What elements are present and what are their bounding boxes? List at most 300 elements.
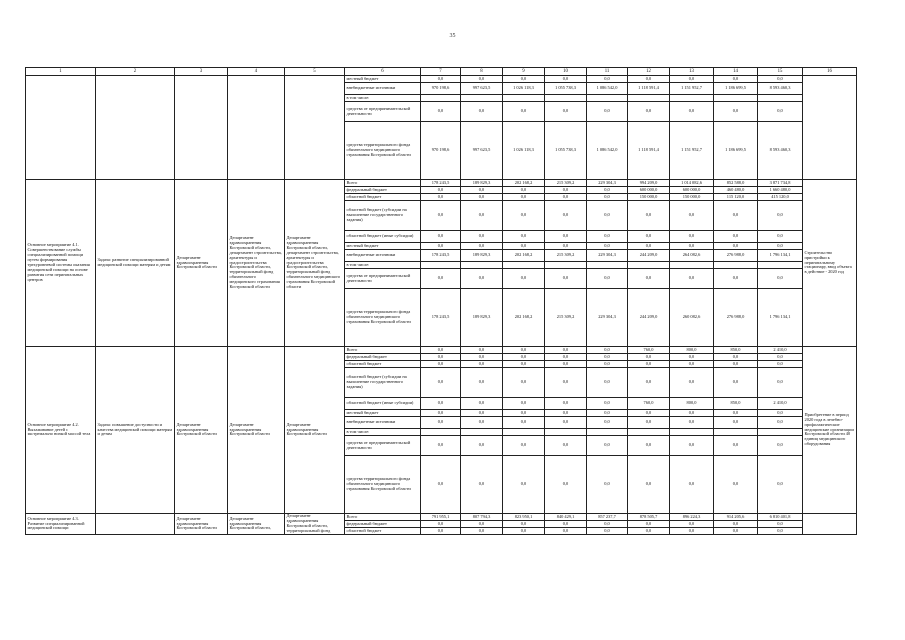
funding-source: средства территориального фонда обязательного медицинского страхования Костромской области (345, 456, 421, 514)
funding-value (714, 429, 758, 436)
funding-value: 178 243,5 (421, 180, 461, 187)
funding-value: 0,0 (421, 354, 461, 361)
funding-source: внебюджетные источники (345, 250, 421, 262)
funding-value: 0,0 (628, 368, 670, 398)
measure-4-2-col-1: Основное мероприятие 4.2. Выхаживание детей с экстремально низкой массой тела (26, 347, 96, 514)
funding-value: 0,0 (670, 354, 714, 361)
funding-value: 0,0 (503, 361, 545, 368)
funding-source: Всего (345, 180, 421, 187)
page-number: 35 (449, 33, 456, 39)
funding-value: 0,0 (545, 243, 587, 250)
funding-value: 760,0 (628, 398, 670, 410)
funding-value: 0,0 (758, 231, 803, 243)
funding-value (461, 262, 503, 269)
funding-value: 0,0 (670, 201, 714, 231)
funding-value (503, 429, 545, 436)
funding-value: 0,0 (758, 201, 803, 231)
funding-source: в том числе: (345, 95, 421, 102)
funding-value: 0,0 (628, 521, 670, 528)
funding-value: 0,0 (503, 436, 545, 456)
funding-value (628, 95, 670, 102)
funding-value: 0,0 (503, 102, 545, 122)
measure-4-1-col-3: Департамент здравоохранения Костромской области (175, 180, 228, 347)
column-number: 8 (461, 68, 503, 76)
funding-value: 0,0 (503, 417, 545, 429)
funding-value: 0,0 (503, 521, 545, 528)
measure-4-3-col-1: Основное мероприятие 4.3. Развитие специализированной медицинской помощи (26, 514, 96, 535)
funding-value: 0,0 (545, 194, 587, 201)
funding-value: 0,0 (421, 521, 461, 528)
column-number: 12 (628, 68, 670, 76)
funding-value: 0,0 (461, 187, 503, 194)
column-number: 6 (345, 68, 421, 76)
funding-value: 3 871 734,8 (758, 180, 803, 187)
funding-value: 0,0 (461, 269, 503, 289)
funding-source: внебюджетные источники (345, 83, 421, 95)
funding-value: 970 198,6 (421, 83, 461, 95)
funding-value (670, 262, 714, 269)
measure-4-3-col-2 (96, 514, 175, 535)
funding-value: 0,0 (587, 231, 628, 243)
continued-block-col-3 (175, 76, 228, 180)
funding-value: 0,0 (758, 269, 803, 289)
funding-value (670, 95, 714, 102)
funding-value: 0,0 (758, 436, 803, 456)
funding-value: 997 623,5 (461, 122, 503, 180)
funding-value: 0,0 (421, 361, 461, 368)
funding-value: 0,0 (545, 368, 587, 398)
funding-value: 0,0 (503, 368, 545, 398)
funding-value: 0,0 (461, 456, 503, 514)
funding-value: 1 086 542,0 (587, 122, 628, 180)
funding-source: федеральный бюджет (345, 521, 421, 528)
funding-value: 840 429,1 (545, 514, 587, 521)
funding-value: 229 304,3 (587, 180, 628, 187)
funding-source: в том числе: (345, 262, 421, 269)
funding-value: 1 026 118,3 (503, 122, 545, 180)
funding-value (421, 429, 461, 436)
funding-value: 1 186 699,5 (714, 122, 758, 180)
funding-value: 0,0 (461, 201, 503, 231)
funding-value: 0,0 (758, 361, 803, 368)
funding-value: 276 988,0 (714, 289, 758, 347)
funding-value: 0,0 (545, 417, 587, 429)
funding-value: 0,0 (714, 354, 758, 361)
funding-value: 0,0 (587, 194, 628, 201)
funding-value: 0,0 (628, 243, 670, 250)
funding-value: 0,0 (461, 361, 503, 368)
funding-value: 0,0 (421, 76, 461, 83)
measure-4-1-col-1: Основное мероприятие 4.1. Совершенствование службы специализированной помощи путем формирования трехуровневой системы оказания медицинской помощи на основе развития сети перинатальных центров (26, 180, 96, 347)
funding-value: 0,0 (421, 102, 461, 122)
funding-value: 807 794,3 (461, 514, 503, 521)
funding-value: 760,0 (628, 347, 670, 354)
funding-value (714, 262, 758, 269)
funding-source: федеральный бюджет (345, 187, 421, 194)
measure-4-1-col-5: Департамент здравоохранения Костромской области, департамент строительства, архитектуры и градостроительства Костромской области, территориальный фонд обязательного медицинского страхования Костромской области (285, 180, 345, 347)
column-number: 7 (421, 68, 461, 76)
funding-value: 0,0 (628, 201, 670, 231)
funding-value: 0,0 (545, 361, 587, 368)
column-number: 13 (670, 68, 714, 76)
funding-value: 0,0 (461, 102, 503, 122)
funding-value: 0,0 (587, 456, 628, 514)
funding-value: 1 796 134,1 (758, 289, 803, 347)
funding-value: 0,0 (714, 456, 758, 514)
funding-value: 0,0 (503, 398, 545, 410)
funding-value: 215 309,2 (545, 180, 587, 187)
funding-value (545, 95, 587, 102)
funding-value: 0,0 (714, 231, 758, 243)
funding-value: 0,0 (461, 231, 503, 243)
funding-value: 115 120,0 (714, 194, 758, 201)
funding-value: 800,0 (670, 347, 714, 354)
funding-value: 0,0 (545, 76, 587, 83)
funding-value: 0,0 (503, 243, 545, 250)
funding-value: 0,0 (714, 243, 758, 250)
funding-source: Всего (345, 514, 421, 521)
funding-value: 0,0 (461, 521, 503, 528)
funding-value: 857 237,7 (587, 514, 628, 521)
funding-value: 0,0 (545, 187, 587, 194)
funding-value: 896 224,3 (670, 514, 714, 521)
funding-value: 0,0 (461, 436, 503, 456)
funding-value: 0,0 (758, 456, 803, 514)
funding-value: 997 623,5 (461, 83, 503, 95)
funding-value: 0,0 (714, 436, 758, 456)
funding-value: 0,0 (503, 76, 545, 83)
funding-value: 189 829,3 (461, 180, 503, 187)
column-number: 5 (285, 68, 345, 76)
funding-value: 264 082,6 (670, 250, 714, 262)
funding-value: 0,0 (628, 456, 670, 514)
funding-value: 0,0 (670, 521, 714, 528)
funding-value (461, 429, 503, 436)
funding-value (545, 429, 587, 436)
column-number: 11 (587, 68, 628, 76)
funding-value: 0,0 (628, 102, 670, 122)
funding-source: областной бюджет (субсидии на выполнение государственного задания) (345, 368, 421, 398)
funding-value: 0,0 (628, 410, 670, 417)
funding-value (628, 429, 670, 436)
measure-4-3-result (803, 514, 857, 535)
funding-value: 994 209,0 (628, 180, 670, 187)
funding-value: 0,0 (545, 521, 587, 528)
funding-value: 1 014 082,6 (670, 180, 714, 187)
funding-value: 0,0 (628, 231, 670, 243)
funding-value (758, 95, 803, 102)
funding-value: 0,0 (714, 410, 758, 417)
measure-4-2-col-4: Департамент здравоохранения Костромской области (228, 347, 285, 514)
funding-source: в том числе: (345, 429, 421, 436)
funding-value: 276 988,0 (714, 250, 758, 262)
funding-value: 0,0 (758, 417, 803, 429)
funding-value: 0,0 (628, 528, 670, 535)
funding-value: 1 086 542,0 (587, 83, 628, 95)
funding-value: 0,0 (421, 436, 461, 456)
funding-value: 0,0 (503, 456, 545, 514)
funding-value: 0,0 (461, 76, 503, 83)
funding-value: 0,0 (587, 436, 628, 456)
funding-value: 0,0 (503, 347, 545, 354)
funding-value: 0,0 (461, 368, 503, 398)
funding-value: 914 205,6 (714, 514, 758, 521)
measure-4-1-col-4: Департамент здравоохранения Костромской области, департамент строительства, архитектуры и градостроительства Костромской области, территориальный фонд обязательного медицинского страхования Костромской области (228, 180, 285, 347)
funding-value: 0,0 (421, 368, 461, 398)
measure-4-3-col-3: Департамент здравоохранения Костромской области (175, 514, 228, 535)
funding-value: 852 588,0 (714, 180, 758, 187)
funding-value: 0,0 (421, 398, 461, 410)
funding-value: 415 120,0 (758, 194, 803, 201)
funding-value: 0,0 (421, 417, 461, 429)
column-number: 3 (175, 68, 228, 76)
funding-value: 0,0 (714, 76, 758, 83)
funding-value: 0,0 (503, 231, 545, 243)
funding-value: 0,0 (545, 354, 587, 361)
continued-block-col-4 (228, 76, 285, 180)
funding-value: 0,0 (587, 417, 628, 429)
measure-4-3-row (26, 514, 857, 521)
measure-4-2-col-5: Департамент здравоохранения Костромской области (285, 347, 345, 514)
funding-value: 0,0 (670, 269, 714, 289)
funding-value: 0,0 (587, 102, 628, 122)
funding-value: 0,0 (461, 528, 503, 535)
funding-value: 791 955,1 (421, 514, 461, 521)
funding-value: 0,0 (628, 76, 670, 83)
funding-value: 202 168,2 (503, 250, 545, 262)
funding-value: 0,0 (714, 368, 758, 398)
funding-value: 0,0 (714, 521, 758, 528)
funding-value: 244 209,0 (628, 250, 670, 262)
funding-value: 0,0 (545, 102, 587, 122)
funding-value: 0,0 (628, 417, 670, 429)
funding-value: 0,0 (670, 231, 714, 243)
funding-value (545, 262, 587, 269)
funding-value: 0,0 (758, 102, 803, 122)
funding-value: 0,0 (670, 417, 714, 429)
funding-value: 0,0 (587, 347, 628, 354)
funding-value: 0,0 (587, 410, 628, 417)
column-number: 2 (96, 68, 175, 76)
measure-4-2-result: Приобретение в период 2020 года в лечебно-профилактические медицинские организации Костромской области 40 единиц медицинского оборудования (803, 347, 857, 514)
funding-value: 0,0 (421, 187, 461, 194)
funding-value: 0,0 (587, 201, 628, 231)
funding-value: 0,0 (758, 354, 803, 361)
funding-value: 0,0 (758, 368, 803, 398)
funding-value: 1 151 952,7 (670, 122, 714, 180)
funding-source: местный бюджет (345, 243, 421, 250)
column-number: 9 (503, 68, 545, 76)
funding-value: 0,0 (758, 76, 803, 83)
funding-value: 0,0 (421, 231, 461, 243)
funding-value: 800,0 (670, 398, 714, 410)
measure-4-2-row (26, 347, 857, 354)
funding-value: 0,0 (545, 456, 587, 514)
funding-value (461, 95, 503, 102)
funding-value: 0,0 (503, 269, 545, 289)
funding-source: областной бюджет (иные субсидии) (345, 231, 421, 243)
funding-value: 0,0 (461, 194, 503, 201)
funding-value: 189 829,3 (461, 250, 503, 262)
funding-value: 0,0 (670, 243, 714, 250)
funding-value: 8 593 460,3 (758, 83, 803, 95)
funding-value (758, 429, 803, 436)
funding-value (587, 429, 628, 436)
funding-value: 0,0 (628, 361, 670, 368)
funding-value: 0,0 (461, 347, 503, 354)
funding-source: областной бюджет (иные субсидии) (345, 398, 421, 410)
funding-value: 0,0 (421, 269, 461, 289)
funding-value (758, 262, 803, 269)
funding-value: 0,0 (503, 354, 545, 361)
continued-block-result (803, 76, 857, 180)
funding-value: 0,0 (587, 528, 628, 535)
column-number: 1 (26, 68, 96, 76)
funding-value: 0,0 (670, 76, 714, 83)
funding-value: 850,0 (714, 398, 758, 410)
funding-value: 0,0 (758, 528, 803, 535)
funding-value: 0,0 (587, 521, 628, 528)
funding-value: 229 304,3 (587, 250, 628, 262)
funding-value: 229 304,3 (587, 289, 628, 347)
funding-source: областной бюджет (345, 361, 421, 368)
funding-source: областной бюджет (345, 528, 421, 535)
funding-value: 2 410,0 (758, 347, 803, 354)
funding-value: 0,0 (670, 368, 714, 398)
funding-value: 0,0 (670, 361, 714, 368)
column-number: 10 (545, 68, 587, 76)
funding-value: 0,0 (545, 347, 587, 354)
funding-value (587, 95, 628, 102)
funding-source: внебюджетные источники (345, 417, 421, 429)
funding-source: областной бюджет (345, 194, 421, 201)
column-number: 16 (803, 68, 857, 76)
funding-value: 0,0 (714, 269, 758, 289)
funding-value: 150 000,0 (670, 194, 714, 201)
funding-value: 0,0 (545, 231, 587, 243)
funding-value: 6 810 401,8 (758, 514, 803, 521)
funding-value: 0,0 (587, 368, 628, 398)
funding-value: 0,0 (421, 194, 461, 201)
funding-value: 0,0 (670, 528, 714, 535)
continued-block-col-1 (26, 76, 96, 180)
funding-value: 1 055 738,3 (545, 83, 587, 95)
funding-value: 0,0 (461, 398, 503, 410)
funding-value: 0,0 (421, 456, 461, 514)
funding-value: 0,0 (587, 269, 628, 289)
funding-value: 0,0 (503, 201, 545, 231)
funding-value: 0,0 (545, 528, 587, 535)
funding-value: 0,0 (503, 194, 545, 201)
funding-value: 0,0 (421, 347, 461, 354)
funding-value: 1 796 134,1 (758, 250, 803, 262)
funding-value: 1 026 118,3 (503, 83, 545, 95)
funding-source: Всего (345, 347, 421, 354)
funding-value: 0,0 (758, 243, 803, 250)
funding-value: 0,0 (421, 243, 461, 250)
funding-source: средства от предпринимательской деятельности (345, 269, 421, 289)
funding-value: 178 243,5 (421, 289, 461, 347)
column-number: 15 (758, 68, 803, 76)
measure-4-3-col-5: Департамент здравоохранения Костромской области, территориальный фонд (285, 514, 345, 535)
funding-value: 215 309,2 (545, 289, 587, 347)
funding-value (587, 262, 628, 269)
funding-value: 0,0 (545, 269, 587, 289)
measure-4-2-col-2: Задача: повышение доступности и качества медицинской помощи матерям и детям (96, 347, 175, 514)
funding-value: 823 950,1 (503, 514, 545, 521)
funding-value: 0,0 (503, 410, 545, 417)
funding-value: 0,0 (670, 456, 714, 514)
measure-4-3-col-4: Департамент здравоохранения Костромской области, (228, 514, 285, 535)
funding-value: 850,0 (714, 347, 758, 354)
funding-value: 202 168,2 (503, 289, 545, 347)
funding-value: 8 593 460,3 (758, 122, 803, 180)
funding-value: 0,0 (545, 436, 587, 456)
continued-block-row (26, 76, 857, 83)
funding-value: 189 829,3 (461, 289, 503, 347)
funding-value: 0,0 (628, 269, 670, 289)
funding-value: 0,0 (421, 528, 461, 535)
column-number-row (26, 68, 857, 76)
funding-source: местный бюджет (345, 76, 421, 83)
funding-source: средства территориального фонда обязательного медицинского страхования Костромской области (345, 289, 421, 347)
funding-value (421, 262, 461, 269)
funding-source: средства территориального фонда обязательного медицинского страхования Костромской области (345, 122, 421, 180)
measure-4-1-result: Строительство пристройки к перинатальному стационару, ввод объекта в действие - 2020 год (803, 180, 857, 347)
funding-value: 0,0 (545, 201, 587, 231)
funding-value: 202 168,2 (503, 180, 545, 187)
funding-value: 244 209,0 (628, 289, 670, 347)
funding-value: 0,0 (714, 361, 758, 368)
funding-value: 0,0 (670, 436, 714, 456)
funding-value: 1 660 480,0 (758, 187, 803, 194)
funding-value: 0,0 (758, 410, 803, 417)
funding-value (503, 262, 545, 269)
funding-value: 0,0 (545, 410, 587, 417)
funding-value: 0,0 (714, 417, 758, 429)
funding-value (714, 95, 758, 102)
program-funding-table (25, 67, 857, 535)
funding-value: 0,0 (545, 398, 587, 410)
funding-source: средства от предпринимательской деятельности (345, 436, 421, 456)
continued-block-col-2 (96, 76, 175, 180)
funding-value: 460 480,0 (714, 187, 758, 194)
funding-value: 0,0 (587, 361, 628, 368)
funding-source: областной бюджет (субсидии на выполнение государственного задания) (345, 201, 421, 231)
funding-value: 2 410,0 (758, 398, 803, 410)
funding-value: 0,0 (461, 417, 503, 429)
funding-source: средства от предпринимательской деятельности (345, 102, 421, 122)
funding-value: 0,0 (628, 354, 670, 361)
funding-value: 178 243,5 (421, 250, 461, 262)
measure-4-1-col-2: Задача: развитие специализированной медицинской помощи матерям и детям (96, 180, 175, 347)
measure-4-1-row (26, 180, 857, 187)
column-number: 4 (228, 68, 285, 76)
funding-value: 0,0 (714, 201, 758, 231)
funding-value: 0,0 (503, 528, 545, 535)
funding-value: 1 118 591,4 (628, 122, 670, 180)
funding-value (421, 95, 461, 102)
funding-value: 1 118 591,4 (628, 83, 670, 95)
funding-value: 0,0 (421, 201, 461, 231)
funding-value: 1 151 952,7 (670, 83, 714, 95)
funding-value: 0,0 (461, 243, 503, 250)
funding-value: 0,0 (587, 243, 628, 250)
funding-value (503, 95, 545, 102)
funding-value: 0,0 (587, 398, 628, 410)
funding-value: 1 186 699,5 (714, 83, 758, 95)
funding-value: 150 000,0 (628, 194, 670, 201)
